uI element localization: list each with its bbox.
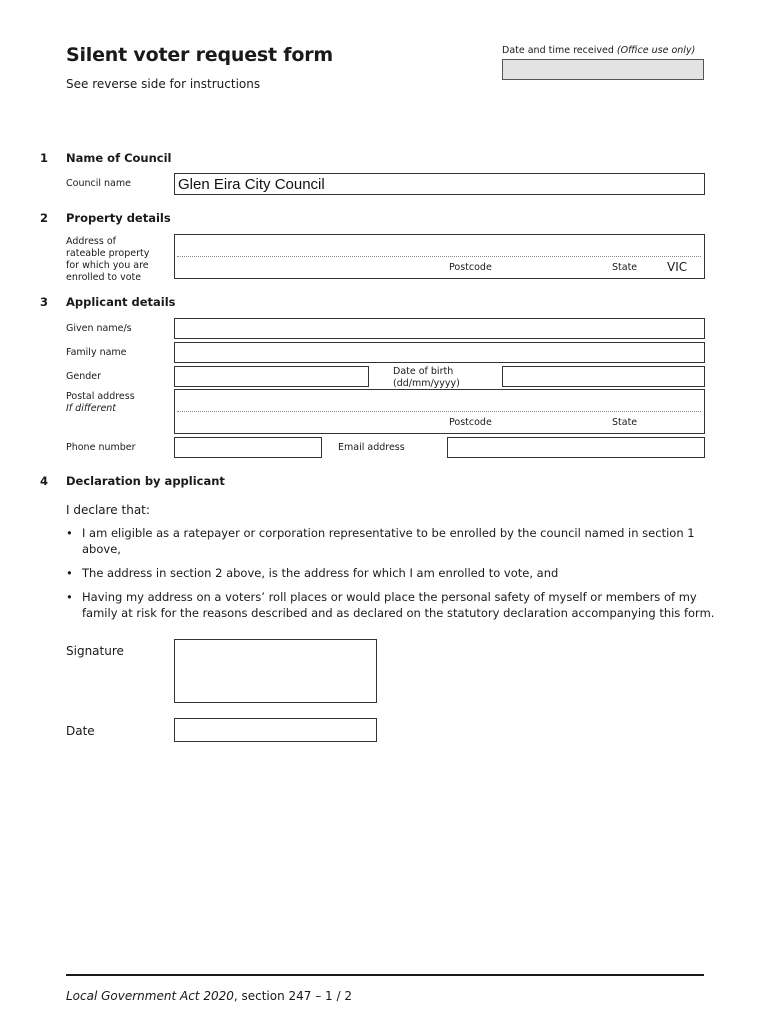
gender-field[interactable] — [174, 366, 369, 387]
declaration-bullet — [66, 565, 716, 581]
declaration-intro: I declare that: — [66, 503, 150, 517]
page-title: Silent voter request form — [66, 44, 333, 66]
postal-divider — [177, 411, 701, 412]
dob-label: Date of birth (dd/mm/yyyy) — [393, 366, 460, 389]
declaration-bullet-text: The address in section 2 above, is the address for which I am enrolled to vote, and — [82, 566, 559, 580]
postal-address-note: If different — [66, 403, 117, 414]
family-name-label: Family name — [66, 347, 127, 358]
phone-label: Phone number — [66, 442, 136, 453]
postal-address-field[interactable] — [174, 389, 705, 434]
section-1-title: Name of Council — [66, 151, 172, 165]
date-label: Date — [66, 724, 95, 738]
office-use-note: (Office use only) — [616, 45, 696, 56]
declaration-bullet-text: Having my address on a voters’ roll places or would place the personal safety of myself or members of my family at risk for the reasons described and as declared on the statutory declaration accompanying this form. — [82, 590, 715, 620]
office-use-label — [502, 45, 695, 56]
section-3-title: Applicant details — [66, 295, 176, 309]
page-subtitle: See reverse side for instructions — [66, 77, 261, 91]
office-use-label-main: Date and time received — [502, 45, 617, 56]
given-name-label: Given name/s — [66, 323, 132, 334]
postal-address-label — [66, 391, 135, 415]
section-2-title: Property details — [66, 211, 171, 225]
given-name-field[interactable] — [174, 318, 705, 339]
address-divider — [177, 256, 701, 257]
footer-act: Local Government Act 2020 — [66, 989, 234, 1003]
postal-postcode-label: Postcode — [449, 417, 492, 428]
email-field[interactable] — [447, 437, 705, 458]
bullet-mark: • — [66, 566, 73, 580]
section-4-title: Declaration by applicant — [66, 474, 225, 488]
email-label: Email address — [338, 442, 405, 453]
bullet-mark: • — [66, 590, 73, 604]
signature-label: Signature — [66, 644, 124, 658]
postal-address-label-text: Postal address — [66, 391, 135, 402]
family-name-field[interactable] — [174, 342, 705, 363]
postal-state-label: State — [612, 417, 638, 428]
footer-divider — [66, 974, 704, 976]
office-use-field[interactable] — [502, 59, 704, 80]
declaration-bullet — [66, 525, 716, 557]
property-address-field[interactable] — [174, 234, 705, 279]
footer-rest: , section 247 – 1 / 2 — [233, 989, 352, 1003]
date-field[interactable] — [174, 718, 377, 742]
declaration-bullet-text: I am eligible as a ratepayer or corporation representative to be enrolled by the council named in section 1 above, — [82, 526, 695, 556]
section-1-number: 1 — [40, 151, 49, 165]
council-name-value: Glen Eira City Council — [178, 176, 325, 193]
section-3-number: 3 — [40, 295, 49, 309]
section-2-number: 2 — [40, 211, 49, 225]
declaration-bullet — [66, 589, 716, 621]
council-name-label: Council name — [66, 178, 131, 189]
dob-field[interactable] — [502, 366, 705, 387]
gender-label: Gender — [66, 371, 102, 382]
property-state-value: VIC — [667, 260, 688, 274]
section-4-number: 4 — [40, 474, 49, 488]
property-state-label: State — [612, 262, 638, 273]
property-postcode-label: Postcode — [449, 262, 492, 273]
footer-text — [66, 989, 352, 1003]
phone-field[interactable] — [174, 437, 322, 458]
bullet-mark: • — [66, 526, 73, 540]
property-address-label: Address of rateable property for which you are enrolled to vote — [66, 236, 150, 283]
signature-field[interactable] — [174, 639, 377, 703]
council-name-field[interactable] — [174, 173, 705, 195]
